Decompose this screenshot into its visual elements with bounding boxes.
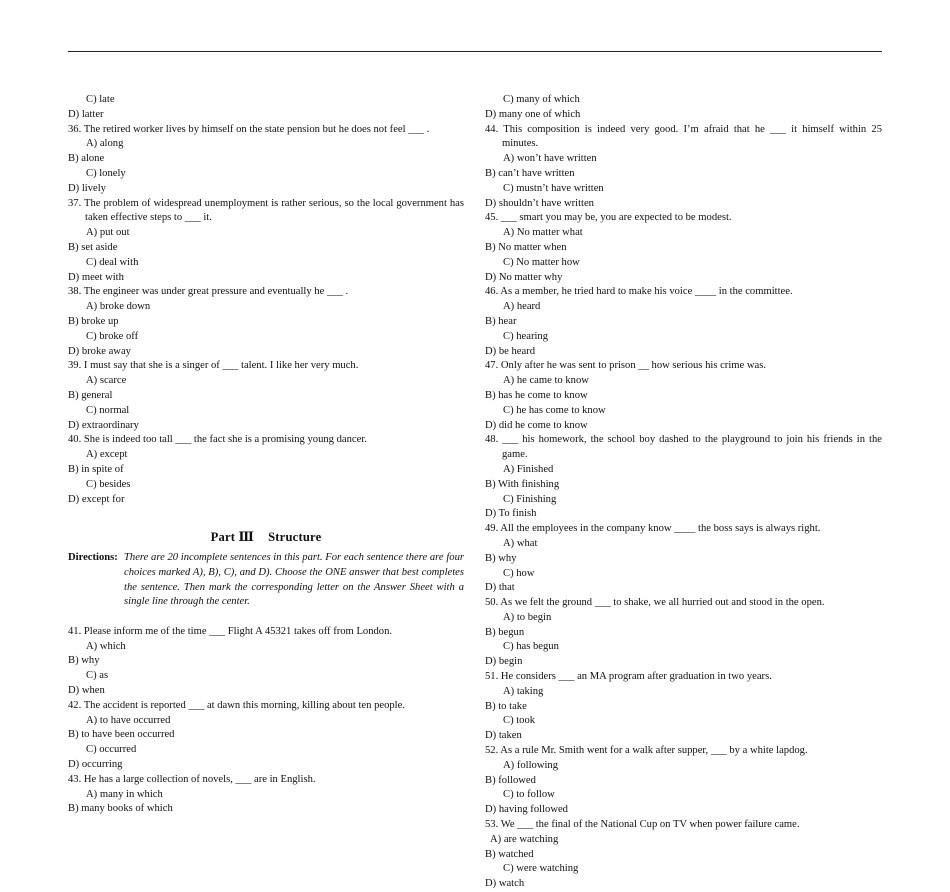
- answer-option: D) taken: [485, 730, 522, 742]
- answer-options-row: [68, 256, 464, 286]
- answer-option: A) he came to know: [503, 375, 589, 387]
- question-text: 50. As we felt the ground ___ to shake, we all hurried out and stood in the open.: [485, 597, 825, 609]
- answer-option: D) having followed: [485, 804, 568, 816]
- right-column: [485, 93, 882, 892]
- question-text: 44. This composition is indeed very good. I’m afraid that he ___ it himself within 25 minutes.: [485, 123, 882, 150]
- answer-options-row: [485, 93, 882, 123]
- answer-option: A) taking: [503, 685, 544, 697]
- answer-option: B) begun: [485, 626, 525, 638]
- answer-options-row: [68, 137, 464, 167]
- answer-option: B) broke up: [68, 315, 119, 327]
- answer-options-row: [485, 463, 882, 493]
- answer-option: B) general: [68, 389, 113, 401]
- answer-options-row: [485, 611, 882, 641]
- answer-option: C) hearing: [503, 330, 549, 342]
- question-text: 51. He considers ___ an MA program after graduation in two years.: [485, 671, 772, 683]
- question-text: 45. ___ smart you may be, you are expected to be modest.: [485, 212, 732, 224]
- answer-option: C) how: [503, 567, 535, 579]
- answer-options-row: [485, 833, 882, 863]
- answer-options-row: [485, 182, 882, 212]
- answer-option: C) lonely: [86, 167, 126, 179]
- answer-option: C) mustn’t have written: [503, 182, 604, 194]
- question-text: 41. Please inform me of the time ___ Flight A 45321 takes off from London.: [68, 625, 393, 637]
- answer-option: A) to begin: [503, 611, 552, 623]
- answer-option: A) put out: [86, 227, 130, 239]
- answer-options-row: [485, 404, 882, 434]
- question-text: 38. The engineer was under great pressure and eventually he ___ .: [68, 286, 349, 298]
- answer-option: D) broke away: [68, 345, 131, 357]
- answer-option: D) when: [68, 685, 105, 697]
- answer-option: C) late: [86, 94, 115, 105]
- answer-option: B) With finishing: [485, 478, 560, 490]
- answer-options-row: [485, 330, 882, 360]
- answer-option: D) meet with: [68, 271, 124, 283]
- question-text: 42. The accident is reported ___ at dawn this morning, killing about ten people.: [68, 699, 405, 711]
- answer-option: B) to take: [485, 700, 527, 712]
- answer-option: A) which: [86, 640, 126, 652]
- answer-option: C) took: [503, 715, 536, 727]
- answer-options-row: [485, 685, 882, 715]
- directions: [68, 551, 464, 610]
- right-items-block: [485, 93, 882, 892]
- answer-options-row: [68, 93, 464, 123]
- answer-option: C) occurred: [86, 744, 137, 756]
- answer-options-row: [485, 714, 882, 744]
- answer-option: D) did he come to know: [485, 419, 588, 431]
- left-items-block-1: [68, 93, 464, 507]
- question-text: 39. I must say that she is a singer of ___ talent. I like her very much.: [68, 360, 359, 372]
- answer-options-row: [485, 567, 882, 597]
- answer-option: B) why: [68, 655, 100, 667]
- answer-option: D) watch: [485, 878, 525, 890]
- answer-option: B) No matter when: [485, 241, 567, 253]
- answer-option: C) has begun: [503, 641, 559, 653]
- answer-option: D) occurring: [68, 759, 123, 771]
- answer-option: A) along: [86, 138, 124, 150]
- answer-option: D) except for: [68, 493, 125, 505]
- answer-option: C) besides: [86, 478, 131, 490]
- header-rule: [68, 51, 882, 52]
- answer-option: B) set aside: [68, 241, 118, 253]
- answer-options-row: [485, 256, 882, 286]
- spacer: [68, 610, 464, 625]
- question-text: 53. We ___ the final of the National Cup on TV when power failure came.: [485, 819, 800, 831]
- answer-option: C) to follow: [503, 789, 555, 801]
- answer-options-row: [485, 374, 882, 404]
- question-text: 49. All the employees in the company know ____ the boss says is always right.: [485, 523, 821, 535]
- answer-options-row: [68, 743, 464, 773]
- answer-options-row: [68, 404, 464, 434]
- answer-option: C) many of which: [503, 94, 580, 105]
- answer-option: A) what: [503, 537, 538, 549]
- answer-option: A) scarce: [86, 375, 127, 387]
- answer-option: D) lively: [68, 182, 106, 194]
- answer-options-row: [68, 374, 464, 404]
- question-text: 43. He has a large collection of novels, ___ are in English.: [68, 773, 316, 785]
- answer-option: C) he has come to know: [503, 404, 606, 416]
- answer-option: A) Finished: [503, 463, 554, 475]
- answer-option: B) alone: [68, 153, 105, 165]
- directions-label: Directions:: [68, 551, 118, 563]
- answer-option: A) No matter what: [503, 227, 583, 239]
- question-text: 36. The retired worker lives by himself on the state pension but he does not feel ___ .: [68, 123, 430, 135]
- left-items-block-2: [68, 625, 464, 817]
- answer-options-row: [485, 226, 882, 256]
- answer-option: B) followed: [485, 774, 536, 786]
- answer-option: C) Finishing: [503, 493, 557, 505]
- answer-options-row: [485, 493, 882, 523]
- answer-option: B) in spite of: [68, 463, 124, 475]
- answer-option: A) many in which: [86, 788, 163, 800]
- answer-options-row: [485, 300, 882, 330]
- answer-option: A) won’t have written: [503, 153, 597, 165]
- answer-option: A) are watching: [490, 833, 559, 845]
- question-text: 40. She is indeed too tall ___ the fact she is a promising young dancer.: [68, 434, 367, 446]
- directions-text: There are 20 incomplete sentences in this part. For each sentence there are four choices marked A), B), C), and D). Choose the ONE answer that best completes the sentence. Then mark the corresponding letter on the Answer Sheet with a single line through the center.: [124, 551, 464, 608]
- answer-option: B) watched: [485, 848, 534, 860]
- answer-option: D) shouldn’t have written: [485, 197, 594, 209]
- answer-option: C) were watching: [503, 863, 579, 875]
- answer-options-row: [485, 788, 882, 818]
- answer-option: C) broke off: [86, 330, 139, 342]
- answer-options-row: [485, 640, 882, 670]
- answer-options-row: [68, 167, 464, 197]
- left-column: [68, 93, 464, 817]
- answer-options-row: [68, 669, 464, 699]
- question-text: 37. The problem of widespread unemployment is rather serious, so the local government has taken effective steps to ___ it.: [68, 197, 464, 224]
- answer-options-row: [485, 759, 882, 789]
- answer-option: C) No matter how: [503, 256, 580, 268]
- answer-option: B) to have been occurred: [68, 729, 175, 741]
- answer-options-row: [68, 714, 464, 744]
- part-number: Part Ⅲ: [210, 530, 255, 545]
- answer-option: A) except: [86, 449, 128, 461]
- answer-options-row: [68, 448, 464, 478]
- answer-option: D) that: [485, 582, 515, 594]
- answer-option: D) many one of which: [485, 108, 581, 120]
- answer-options-row: [68, 478, 464, 508]
- answer-options-row: [68, 640, 464, 670]
- answer-option: A) following: [503, 759, 559, 771]
- question-text: 48. ___ his homework, the school boy dashed to the playground to join his friends in the game.: [485, 434, 882, 461]
- answer-options-row: [68, 330, 464, 360]
- answer-option: D) To finish: [485, 508, 537, 520]
- answer-option: A) heard: [503, 301, 541, 313]
- answer-option: D) No matter why: [485, 271, 563, 283]
- answer-options-row: [485, 862, 882, 892]
- answer-option: C) deal with: [86, 256, 139, 268]
- answer-options-row: [485, 537, 882, 567]
- answer-option: B) hear: [485, 315, 517, 327]
- answer-options-row: [68, 226, 464, 256]
- question-text: 47. Only after he was sent to prison __ how serious his crime was.: [485, 360, 766, 372]
- answer-option: B) why: [485, 552, 517, 564]
- answer-option: A) to have occurred: [86, 714, 171, 726]
- answer-option: D) be heard: [485, 345, 535, 357]
- answer-option: A) broke down: [86, 301, 151, 313]
- question-text: 52. As a rule Mr. Smith went for a walk after supper, ___ by a white lapdog.: [485, 745, 808, 757]
- answer-option: B) has he come to know: [485, 389, 588, 401]
- question-text: 46. As a member, he tried hard to make his voice ____ in the committee.: [485, 286, 793, 298]
- spacer: [68, 507, 464, 522]
- answer-options-row: [68, 788, 464, 818]
- answer-option: C) normal: [86, 404, 130, 416]
- answer-options-row: [485, 152, 882, 182]
- answer-options-row: [68, 300, 464, 330]
- answer-option: B) can’t have written: [485, 167, 575, 179]
- answer-option: B) many books of which: [68, 803, 173, 815]
- part-title: Structure: [268, 530, 322, 545]
- part-heading: [68, 530, 464, 545]
- answer-option: C) as: [86, 670, 109, 682]
- answer-option: D) latter: [68, 108, 104, 120]
- answer-option: D) begin: [485, 656, 523, 668]
- answer-option: D) extraordinary: [68, 419, 139, 431]
